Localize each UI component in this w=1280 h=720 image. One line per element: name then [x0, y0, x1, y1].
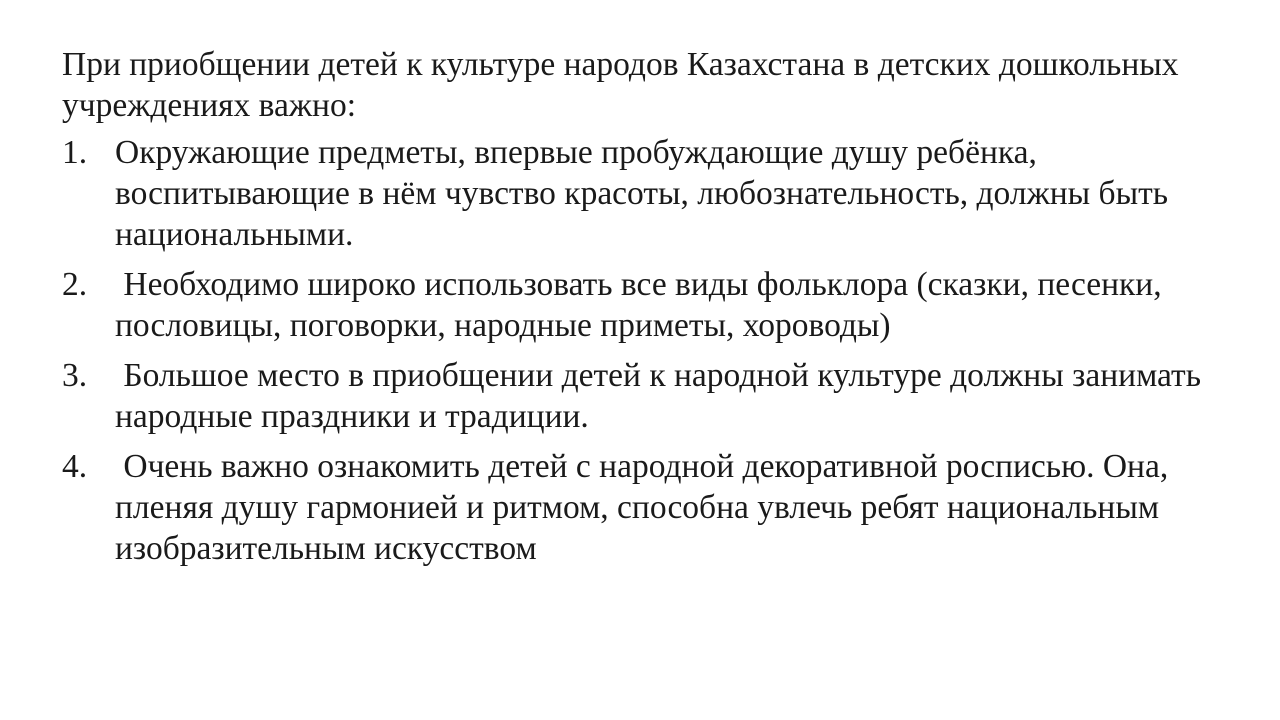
list-item: [62, 355, 1212, 437]
list-item: [62, 132, 1212, 255]
intro-paragraph: При приобщении детей к культуре народов Казахстана в детских дошкольных учреждениях важно:: [62, 46, 1179, 124]
list-item-text: Большое место в приобщении детей к народной культуре должны занимать народные праздники и традиции.: [115, 357, 1210, 435]
list-item-text: Очень важно ознакомить детей с народной декоративной росписью. Она, пленяя душу гармонией и ритмом, способна увлечь ребят национальным изобразительным искусством: [115, 448, 1177, 567]
list-item-number: 3.: [62, 357, 88, 394]
slide-body: [62, 44, 1212, 578]
list-item: [62, 446, 1212, 569]
list-item-number: 4.: [62, 448, 88, 485]
list-item-text: Необходимо широко использовать все виды фольклора (сказки, песенки, пословицы, поговорки, народные приметы, хороводы): [115, 266, 1170, 344]
list-item-number: 2.: [62, 266, 88, 303]
list-item-number: 1.: [62, 134, 88, 171]
list-item-text: Окружающие предметы, впервые пробуждающие душу ребёнка, воспитывающие в нём чувство красоты, любознательность, должны быть национальными.: [115, 134, 1177, 253]
numbered-list: [62, 132, 1212, 569]
list-item: [62, 264, 1212, 346]
